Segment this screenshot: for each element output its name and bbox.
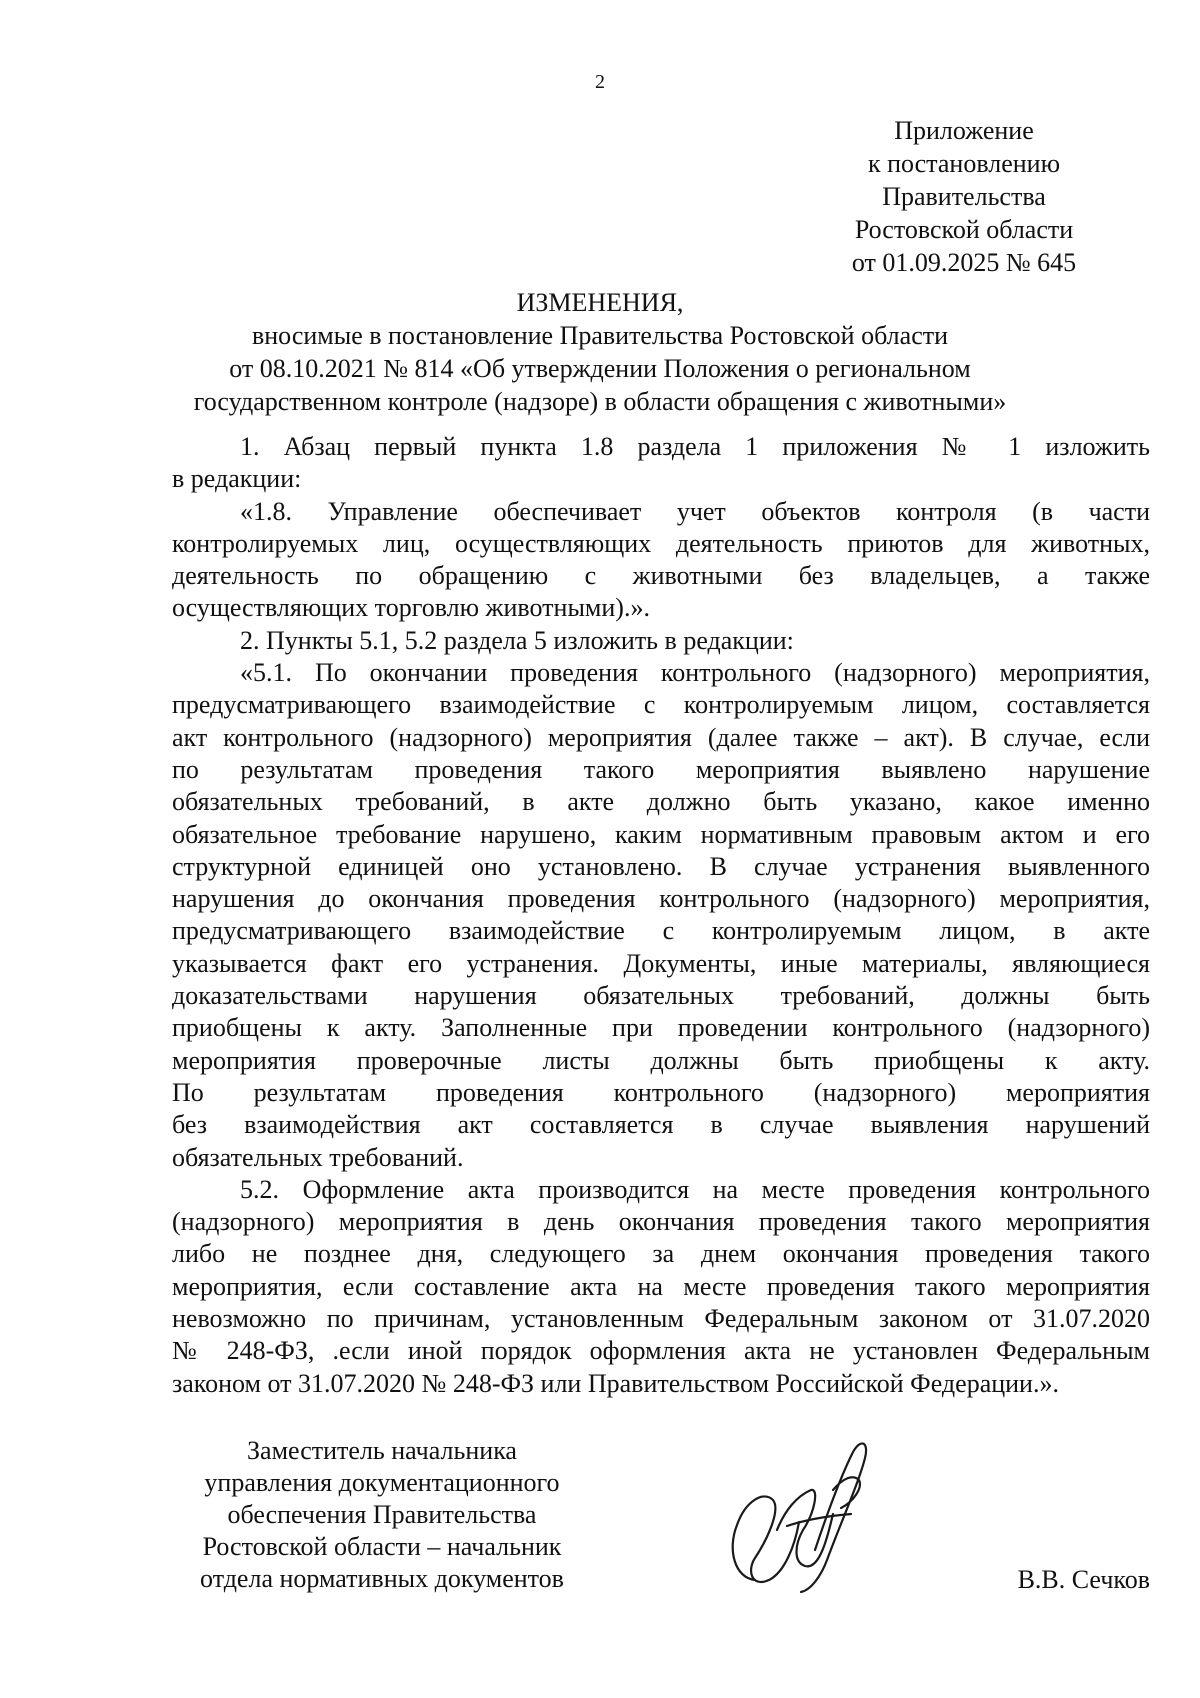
paragraph-5-2-line: мероприятия, если составление акта на месте проведения такого мероприятия	[172, 1271, 1150, 1301]
paragraph-5-1-line: указывается факт его устранения. Документы, иные материалы, являющиеся	[172, 948, 1150, 978]
position-line: обеспечения Правительства	[227, 1500, 537, 1529]
paragraph-5-1-line: без взаимодействия акт составляется в случае выявления нарушений	[172, 1110, 1150, 1140]
paragraph-5-2-line: либо не позднее дня, следующего за днем окончания проведения такого	[172, 1239, 1150, 1269]
paragraph-5-1-line: предусматривающего взаимодействие с контролируемым лицом, в акте	[172, 916, 1150, 946]
title-line: государственном контроле (надзоре) в области обращения с животными»	[193, 387, 1007, 416]
item-2-line: 2. Пункты 5.1, 5.2 раздела 5 изложить в редакции:	[240, 625, 794, 655]
paragraph-5-1-line: нарушения до окончания проведения контрольного (надзорного) мероприятия,	[172, 884, 1150, 914]
title-line: от 08.10.2021 № 814 «Об утверждении Положения о региональном	[229, 354, 971, 383]
item-1-line: в редакции:	[172, 464, 302, 494]
signature-strokes	[733, 1443, 866, 1592]
paragraph-5-1-line: обязательных требований, в акте должно быть указано, какое именно	[172, 787, 1150, 817]
item-1-quote-line: деятельность по обращению с животными без владельцев, а также	[172, 561, 1150, 591]
annex-line: к постановлению	[867, 149, 1061, 178]
paragraph-5-2-line: (надзорного) мероприятия в день окончания проведения такого мероприятия	[172, 1207, 1150, 1237]
paragraph-5-1-line: предусматривающего взаимодействие с контролируемым лицом, составляется	[172, 690, 1150, 720]
position-line: Ростовской области – начальник	[202, 1532, 562, 1561]
item-1-quote-line: «1.8. Управление обеспечивает учет объектов контроля (в части	[240, 496, 1150, 526]
position-line: управления документационного	[204, 1468, 560, 1497]
paragraph-5-1-line: «5.1. По окончании проведения контрольного (надзорного) мероприятия,	[240, 658, 1150, 688]
title-line: вносимые в постановление Правительства Ростовской области	[251, 321, 949, 350]
handwritten-signature	[715, 1430, 875, 1600]
item-1-quote-line: осуществляющих торговлю животными).».	[172, 593, 650, 623]
paragraph-5-2-line: законом от 31.07.2020 № 248-ФЗ или Правительством Российской Федерации.».	[172, 1368, 1059, 1398]
title-heading: ИЗМЕНЕНИЯ,	[516, 288, 684, 317]
signer-name: В.В. Сечков	[1017, 1565, 1150, 1594]
signatory-position	[172, 1435, 592, 1595]
paragraph-5-1-line: обязательных требований.	[172, 1142, 464, 1172]
document-body	[172, 431, 1150, 1400]
annex-line: Приложение	[894, 116, 1034, 145]
paragraph-5-2-line: 5.2. Оформление акта производится на месте проведения контрольного	[240, 1174, 1150, 1204]
item-1-line: 1. Абзац первый пункта 1.8 раздела 1 приложения № 1 изложить	[240, 432, 1150, 461]
annex-line: от 01.09.2025 № 645	[851, 248, 1077, 277]
paragraph-5-1-line: По результатам проведения контрольного (надзорного) мероприятия	[172, 1077, 1150, 1107]
paragraph-5-1-line: обязательное требование нарушено, каким нормативным правовым актом и его	[172, 819, 1150, 849]
page-number: 2	[595, 71, 605, 93]
annex-line: Ростовской области	[854, 215, 1074, 244]
paragraph-5-1-line: структурной единицей оно установлено. В случае устранения выявленного	[172, 851, 1150, 881]
document-title	[100, 286, 1100, 418]
position-line: Заместитель начальника	[247, 1436, 517, 1465]
paragraph-5-1-line: приобщены к акту. Заполненные при проведении контрольного (надзорного)	[172, 1013, 1150, 1043]
position-line: отдела нормативных документов	[200, 1564, 564, 1593]
annex-line: Правительства	[882, 182, 1046, 211]
annex-block	[834, 114, 1094, 279]
paragraph-5-1-line: по результатам проведения такого мероприятия выявлено нарушение	[172, 754, 1150, 784]
paragraph-5-1-line: доказательствами нарушения обязательных требований, должны быть	[172, 981, 1150, 1011]
paragraph-5-2-line: невозможно по причинам, установленным Федеральным законом от 31.07.2020	[172, 1304, 1150, 1334]
signature-stroke	[833, 1477, 860, 1508]
paragraph-5-2-line: № 248-ФЗ, .если иной порядок оформления акта не установлен Федеральным	[172, 1336, 1150, 1366]
paragraph-5-1-line: мероприятия проверочные листы должны быть приобщены к акту.	[172, 1045, 1150, 1075]
signature-stroke	[777, 1490, 833, 1566]
item-1-quote-line: контролируемых лиц, осуществляющих деятельность приютов для животных,	[172, 528, 1150, 558]
paragraph-5-1-line: акт контрольного (надзорного) мероприятия (далее также – акт). В случае, если	[172, 722, 1150, 752]
